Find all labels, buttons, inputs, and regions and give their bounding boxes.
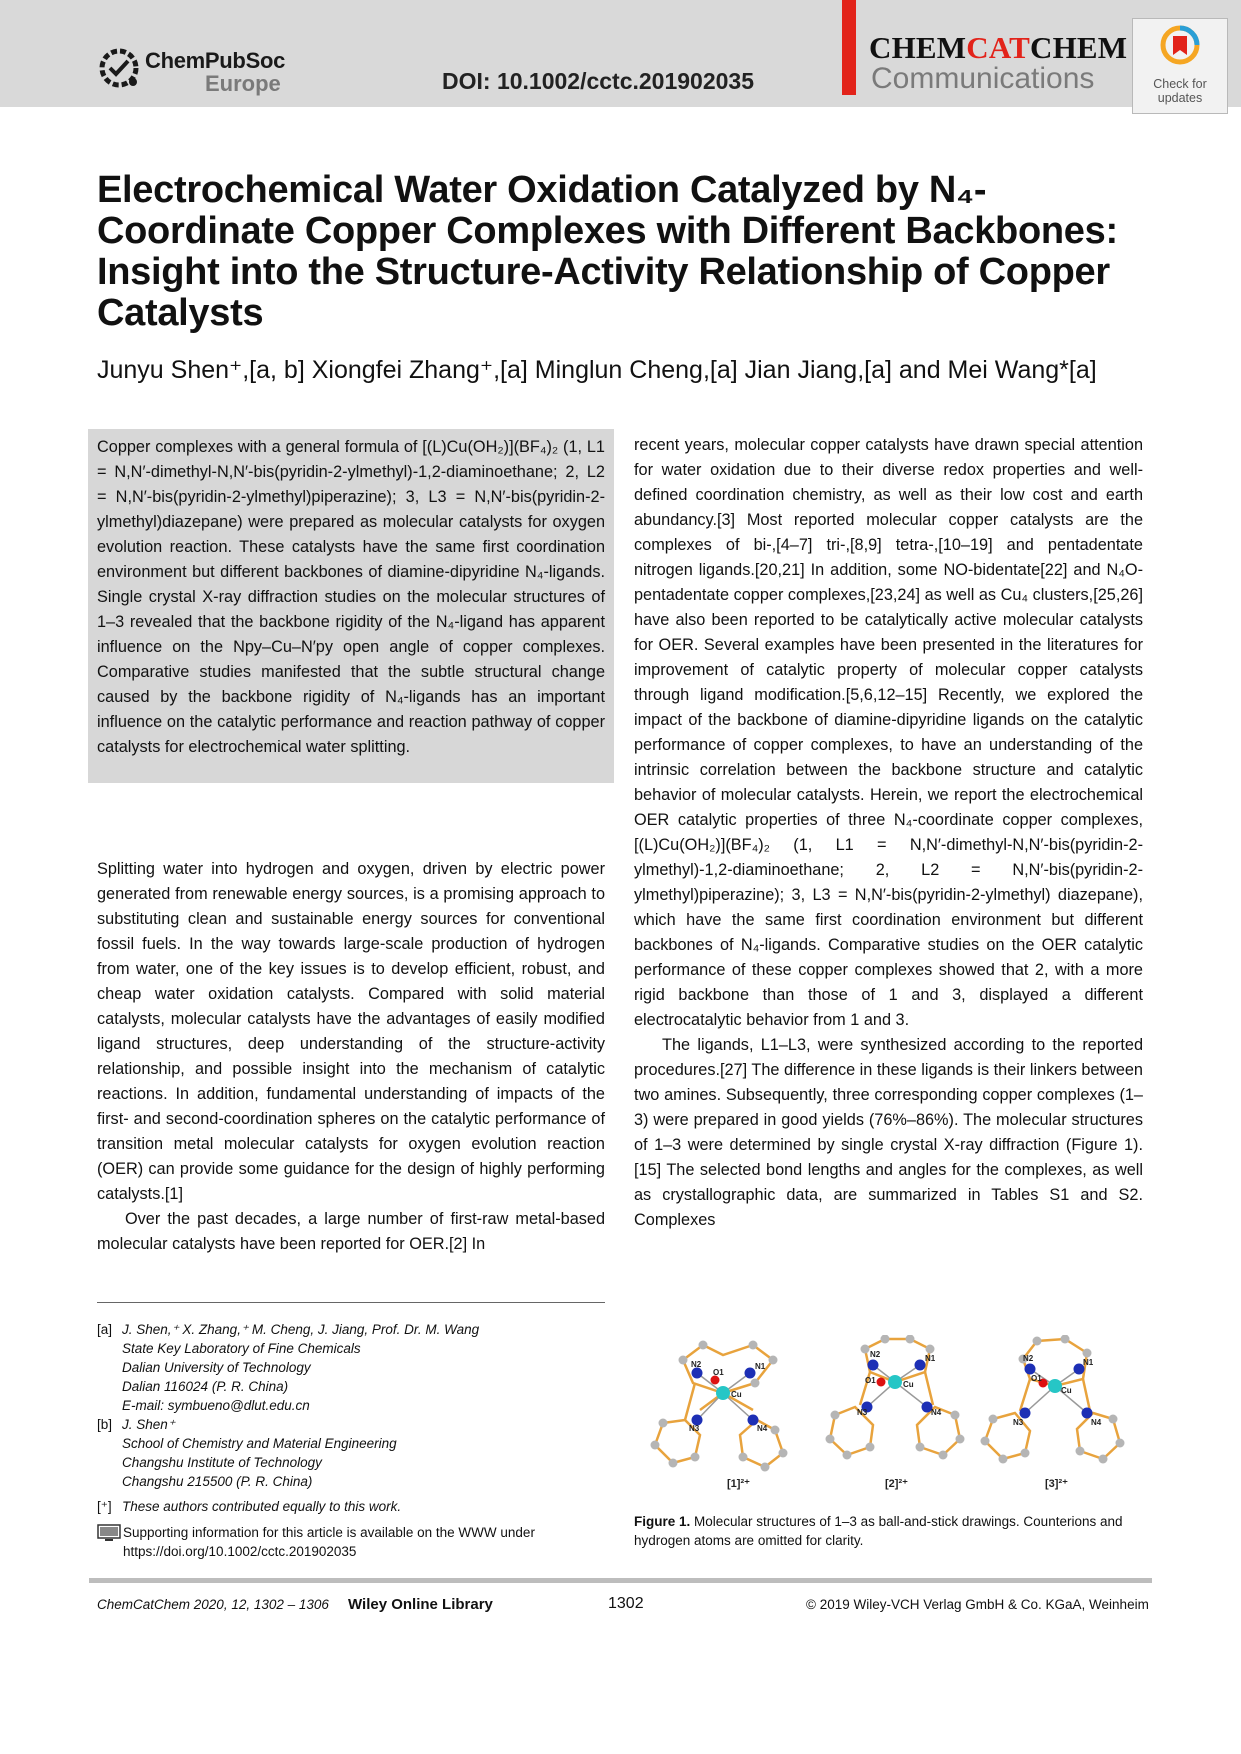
atom-label: N1 <box>1083 1358 1094 1367</box>
abstract: Copper complexes with a general formula of [(L)Cu(OH₂)](BF₄)₂ (1, L1 = N,N′-dimethyl-N,N′-bis(pyridin-2-ylmethyl)-1,2-diaminoethane; 2, L2 = N,N′-bis(pyridin-2-ylmethyl)piperazine); 3, L3 = N,N′-bis(pyridin-2-ylmethyl)diazepane) were prepared as molecular catalysts for oxygen evolution reaction. These catalysts have the same first coordination environment but different backbones of diamine-dipyridine N₄-ligands. Single crystal X-ray diffraction studies on the molecular structures of 1–3 revealed that the backbone rigidity of the N₄-ligand has apparent influence on the Npy–Cu–N′py open angle of copper complexes. Comparative studies manifested that the subtle structural change caused by the backbone rigidity of N₄-ligands has an important influence on the catalytic performance and reaction pathway of copper catalysts for electrochemical water splitting. <box>97 438 605 756</box>
affiliation-tag: [⁺] <box>97 1499 112 1514</box>
atom-label: N2 <box>870 1350 881 1359</box>
affiliation-line: These authors contributed equally to this work. <box>122 1499 402 1514</box>
atom-label: Cu <box>1061 1386 1072 1395</box>
paragraph: Splitting water into hydrogen and oxygen, driven by electric power generated from renewable energy sources, is a promising approach to substituting clean and sustainable energy sources for conventional fossil fuels. In the way towards large-scale production of hydrogen from water, one of the key issues is to develop efficient, robust, and cheap water oxidation catalysts. Compared with solid material catalysts, molecular catalysts have the advantages of easily modified ligand structures, deep understanding of the structure-activity relationship, and possible insight into the mechanism of catalytic reactions. In addition, fundamental understanding of impacts of the first- and second-coordination spheres on the catalytic performance of transition metal molecular catalysts for oxygen evolution reaction (OER) can provide some guidance for the design of highly performing catalysts.[1] <box>97 860 605 1203</box>
monitor-icon <box>97 1524 121 1542</box>
footnote-divider <box>97 1302 605 1303</box>
doi-link[interactable]: DOI: 10.1002/cctc.201902035 <box>442 68 755 94</box>
check-updates-line2: updates <box>1157 91 1203 105</box>
paragraph: Over the past decades, a large number of first-raw metal-based molecular catalysts have been reported for OER.[2] In <box>97 1210 605 1253</box>
affiliation-tag: [a] <box>97 1322 113 1337</box>
journal-title-part1: CHEM <box>869 30 967 65</box>
atom-label: O1 <box>1031 1374 1042 1383</box>
body-column-left <box>97 857 605 1257</box>
atom-label: N3 <box>689 1424 700 1433</box>
atom-label: N4 <box>1091 1418 1102 1427</box>
journal-title-part2: CAT <box>966 30 1031 65</box>
affiliation-line: J. Shen,⁺ X. Zhang,⁺ M. Cheng, J. Jiang, Prof. Dr. M. Wang <box>122 1322 480 1337</box>
supporting-info <box>97 1523 607 1561</box>
journal-accent-bar <box>842 0 856 95</box>
figure-label-3: [3]²⁺ <box>1045 1478 1068 1490</box>
footer-divider <box>89 1578 1152 1583</box>
affiliation-line: School of Chemistry and Material Engineering <box>122 1436 397 1451</box>
atom-label: N2 <box>1023 1354 1034 1363</box>
check-updates-icon <box>1160 25 1200 65</box>
page-number: 1302 <box>608 1595 644 1612</box>
figure-label-2: [2]²⁺ <box>885 1478 908 1490</box>
atom-label: N4 <box>757 1424 768 1433</box>
affiliation-b <box>97 1415 607 1491</box>
chempubsoc-logo-icon <box>97 46 141 90</box>
affiliation-line: Changshu Institute of Technology <box>122 1455 322 1470</box>
complex-3-structure <box>981 1335 1125 1464</box>
caption-label: Figure 1. <box>634 1514 691 1529</box>
atom-label: N3 <box>1013 1418 1024 1427</box>
article-title: Electrochemical Water Oxidation Catalyzed by N₄-Coordinate Copper Complexes with Different Backbones: Insight into the Structure-Activity Relationship of Copper Catalysts <box>97 169 1118 334</box>
affiliation-line: Dalian University of Technology <box>122 1360 311 1375</box>
check-updates-line1: Check for <box>1153 77 1207 91</box>
publisher-logo[interactable] <box>97 44 287 96</box>
publisher-region: Europe <box>205 71 281 96</box>
figure-label-1: [1]²⁺ <box>727 1478 750 1490</box>
atom-label: N1 <box>925 1354 936 1363</box>
figure-1 <box>645 1335 1133 1495</box>
check-for-updates-button[interactable] <box>1132 18 1228 114</box>
complex-2-structure <box>826 1335 965 1460</box>
affiliations <box>97 1320 607 1561</box>
atom-label: O1 <box>713 1368 724 1377</box>
atom-label: O1 <box>865 1376 876 1385</box>
equal-contribution-note <box>97 1497 607 1516</box>
affiliation-line: J. Shen⁺ <box>122 1417 175 1432</box>
affiliation-tag: [b] <box>97 1417 113 1432</box>
journal-title <box>869 30 1127 66</box>
check-updates-label <box>1133 77 1227 105</box>
email-link[interactable]: E-mail: symbueno@dlut.edu.cn <box>122 1398 310 1413</box>
affiliation-line: State Key Laboratory of Fine Chemicals <box>122 1341 361 1356</box>
complex-1-structure <box>651 1341 788 1472</box>
affiliation-line: Dalian 116024 (P. R. China) <box>122 1379 289 1394</box>
article-section: Communications <box>871 62 1095 95</box>
supporting-info-text[interactable]: Supporting information for this article is available on the WWW under https://doi.org/10.1002/cctc.201902035 <box>123 1525 535 1559</box>
affiliation-line: Changshu 215500 (P. R. China) <box>122 1474 313 1489</box>
paragraph: The ligands, L1–L3, were synthesized according to the reported procedures.[27] The difference in these ligands is their linkers between two amines. Subsequently, three corresponding copper complexes (1–3) were prepared in good yields (76%–86%). The molecular structures of 1–3 were determined by single crystal X-ray diffraction (Figure 1).[15] The selected bond lengths and angles for the complexes, as well as crystallographic data, are summarized in Tables S1 and S2. Complexes <box>634 1036 1143 1229</box>
wiley-online-library-link[interactable]: Wiley Online Library <box>348 1596 493 1613</box>
author-list: Junyu Shen⁺,[a, b] Xiongfei Zhang⁺,[a] Minglun Cheng,[a] Jian Jiang,[a] and Mei Wang*[a] <box>97 356 1097 384</box>
atom-label: N1 <box>755 1362 766 1371</box>
atom-label: N3 <box>857 1408 868 1417</box>
body-column-right <box>634 433 1143 1233</box>
copyright: © 2019 Wiley-VCH Verlag GmbH & Co. KGaA, Weinheim <box>806 1597 1149 1612</box>
figure-caption <box>634 1512 1143 1550</box>
journal-title-part3: CHEM <box>1030 30 1128 65</box>
atom-label: N2 <box>691 1360 702 1369</box>
paragraph: recent years, molecular copper catalysts have drawn special attention for water oxidation due to their diverse redox properties and well-defined coordination chemistry, as well as their low cost and earth abundancy.[3] Most reported molecular copper catalysts are the complexes of bi-,[4–7] tri-,[8,9] tetra-,[10–19] and pentadentate nitrogen ligands.[20,21] In addition, some NO-bidentate[22] and N₄O-pentadentate copper complexes,[23,24] as well as Cu₄ clusters,[25,26] have also been reported to be catalytically active molecular catalysts for OER. Several examples have been presented in the literatures for improvement of catalytic property of molecular copper catalysts through ligand modification.[5,6,12–15] Recently, we explored the impact of the backbone of diamine-dipyridine ligands on the catalytic performance of copper complexes, to have an understanding of the intrinsic correlation between the backbone structure and catalytic behavior of molecular catalysts. Herein, we report the electrochemical OER catalytic properties of three N₄-coordinate copper complexes, [(L)Cu(OH₂)](BF₄)₂ (1, L1 = N,N′-dimethyl-N,N′-bis(pyridin-2-ylmethyl)-1,2-diaminoethane; 2, L2 = N,N′-bis(pyridin-2-ylmethyl)piperazine); 3, L3 = N,N′-bis(pyridin-2-ylmethyl) diazepane), which have the same first coordination environment but different backbones of N₄-ligands. Comparative studies on the OER catalytic performance of these copper complexes showed that 2, with a more rigid backbone than those of 1 and 3, displayed a different electrocatalytic behavior from 1 and 3. <box>634 436 1143 1029</box>
atom-label: N4 <box>931 1408 942 1417</box>
footer-citation: ChemCatChem 2020, 12, 1302 – 1306 <box>97 1597 329 1612</box>
atom-label: Cu <box>903 1380 914 1389</box>
atom-label: Cu <box>731 1390 742 1399</box>
caption-text: Molecular structures of 1–3 as ball-and-stick drawings. Counterions and hydrogen atoms are omitted for clarity. <box>634 1514 1123 1548</box>
affiliation-a <box>97 1320 607 1415</box>
publisher-name: ChemPubSoc <box>145 48 286 73</box>
